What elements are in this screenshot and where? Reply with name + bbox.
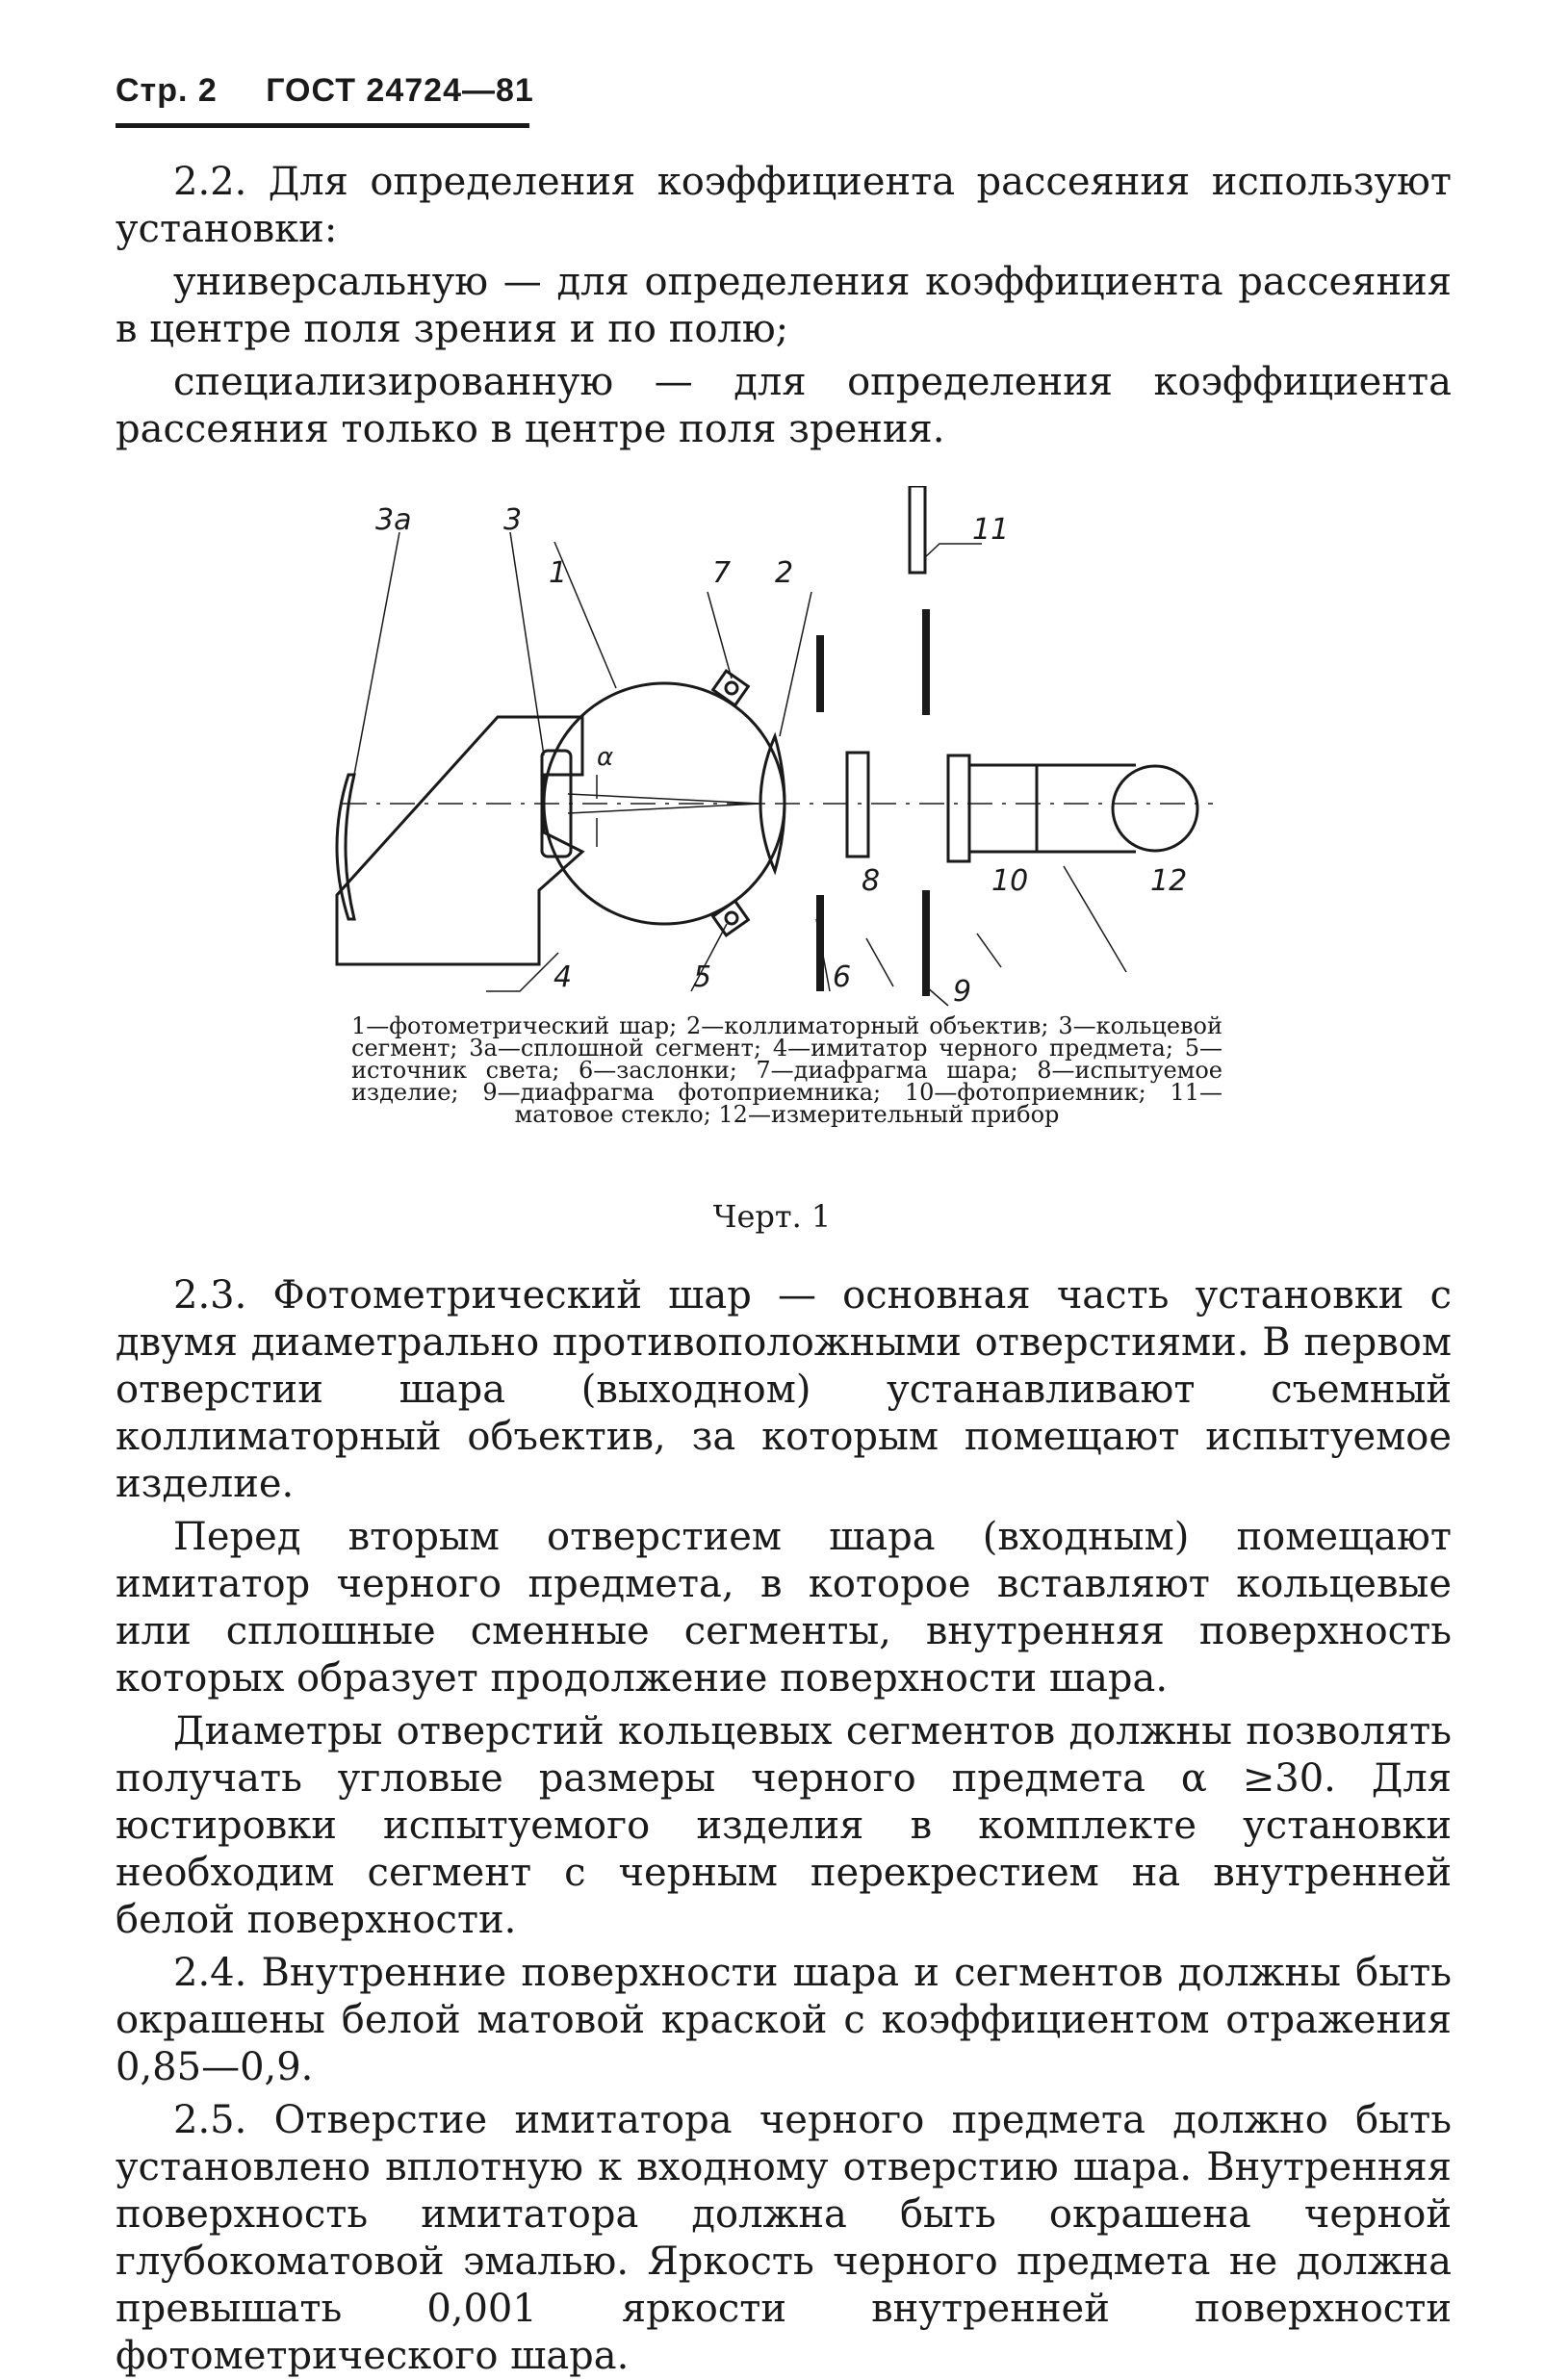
tested-product — [847, 753, 868, 857]
label-10: 10 — [991, 864, 1029, 898]
paragraph: 2.4. Внутренние поверхности шара и сегментов должны быть окрашены белой матовой краской с коэффициентом отражения 0,85—0,9. — [116, 1951, 1452, 2089]
paragraph: 2.2. Для определения коэффициента рассеяния используют установки: — [116, 160, 1452, 251]
lower-light-source — [713, 901, 749, 935]
label-2: 2 — [775, 556, 794, 590]
page-number: Стр. 2 — [116, 72, 218, 109]
figure-caption: 1—фотометрический шар; 2—коллиматорный объектив; 3—кольцевой сегмент; 3а—сплошной сегмент; 4—имитатор черного предмета; 5—источник света; 6—заслонки; 7—диафрагма шара; 8—испытуемое изделие; 9—диафрагма фотоприемника; 10—фотоприемник; 11—матовое стекло; 12—измерительный прибор — [351, 1012, 1222, 1128]
photoreceiver-plate — [948, 755, 969, 861]
paragraph: 2.3. Фотометрический шар — основная часть установки с двумя диаметрально противоположными отверстиями. В первом отверстии шара (выходном) устанавливают съемный коллиматорный объектив, за которым помещают испытуемое изделие. — [116, 1273, 1452, 1506]
matte-glass — [910, 486, 925, 573]
label-9: 9 — [953, 975, 972, 1009]
section-2-2 — [116, 159, 1452, 453]
sphere-diaphragm-bottom — [816, 895, 824, 991]
label-11: 11 — [972, 513, 1010, 547]
paragraph: специализированную — для определения коэффициента рассеяния только в центре поля зрения. — [116, 360, 1452, 451]
label-12: 12 — [1150, 864, 1188, 898]
label-8: 8 — [862, 864, 881, 898]
sphere-diaphragm-top — [816, 635, 824, 712]
label-3: 3 — [503, 503, 523, 537]
paragraph: 2.5. Отверстие имитатора черного предмета должно быть установлено вплотную к входному отверстию шара. Внутренняя поверхность имитатора должна быть окрашена черной глубокоматовой эмалью. Яркость черного предмета не должна превышать 0,001 яркости внутренней поверхности фотометрического шара. — [116, 2098, 1452, 2378]
figure-title: Черт. 1 — [712, 1198, 832, 1235]
photometer-setup-drawing — [308, 486, 1232, 1011]
figure-diagram — [308, 486, 1232, 1011]
sections-2-3-to-2-5 — [116, 1272, 1452, 2380]
photoreceiver-body — [969, 765, 1037, 852]
receiver-diaphragm-bottom — [922, 890, 930, 996]
label-5: 5 — [693, 960, 712, 994]
label-alpha: α — [597, 743, 614, 772]
label-1: 1 — [549, 556, 568, 590]
measuring-instrument — [1113, 766, 1197, 851]
page-header — [116, 72, 534, 110]
label-7: 6 — [833, 960, 852, 994]
label-6: 7 — [712, 556, 732, 590]
header-rule — [116, 123, 529, 128]
solid-segment — [337, 775, 354, 919]
label-3a: 3а — [375, 503, 412, 537]
receiver-diaphragm-top — [922, 609, 930, 715]
paragraph: Перед вторым отверстием шара (входным) помещают имитатор черного предмета, в которое вставляют кольцевые или сплошные сменные сегменты, внутренняя поверхность которых образует продолжение поверхности шара. — [116, 1515, 1452, 1701]
standard-number: ГОСТ 24724—81 — [266, 72, 534, 109]
black-object-simulator — [337, 717, 582, 964]
paragraph: Диаметры отверстий кольцевых сегментов должны позволять получать угловые размеры черного предмета α ≥30. Для юстировки испытуемого изделия в комплекте установки необходим сегмент с черным перекрестием на внутренней белой поверхности. — [116, 1709, 1452, 1942]
label-4: 4 — [553, 960, 573, 994]
paragraph: универсальную — для определения коэффициента рассеяния в центре поля зрения и по полю; — [116, 260, 1452, 351]
